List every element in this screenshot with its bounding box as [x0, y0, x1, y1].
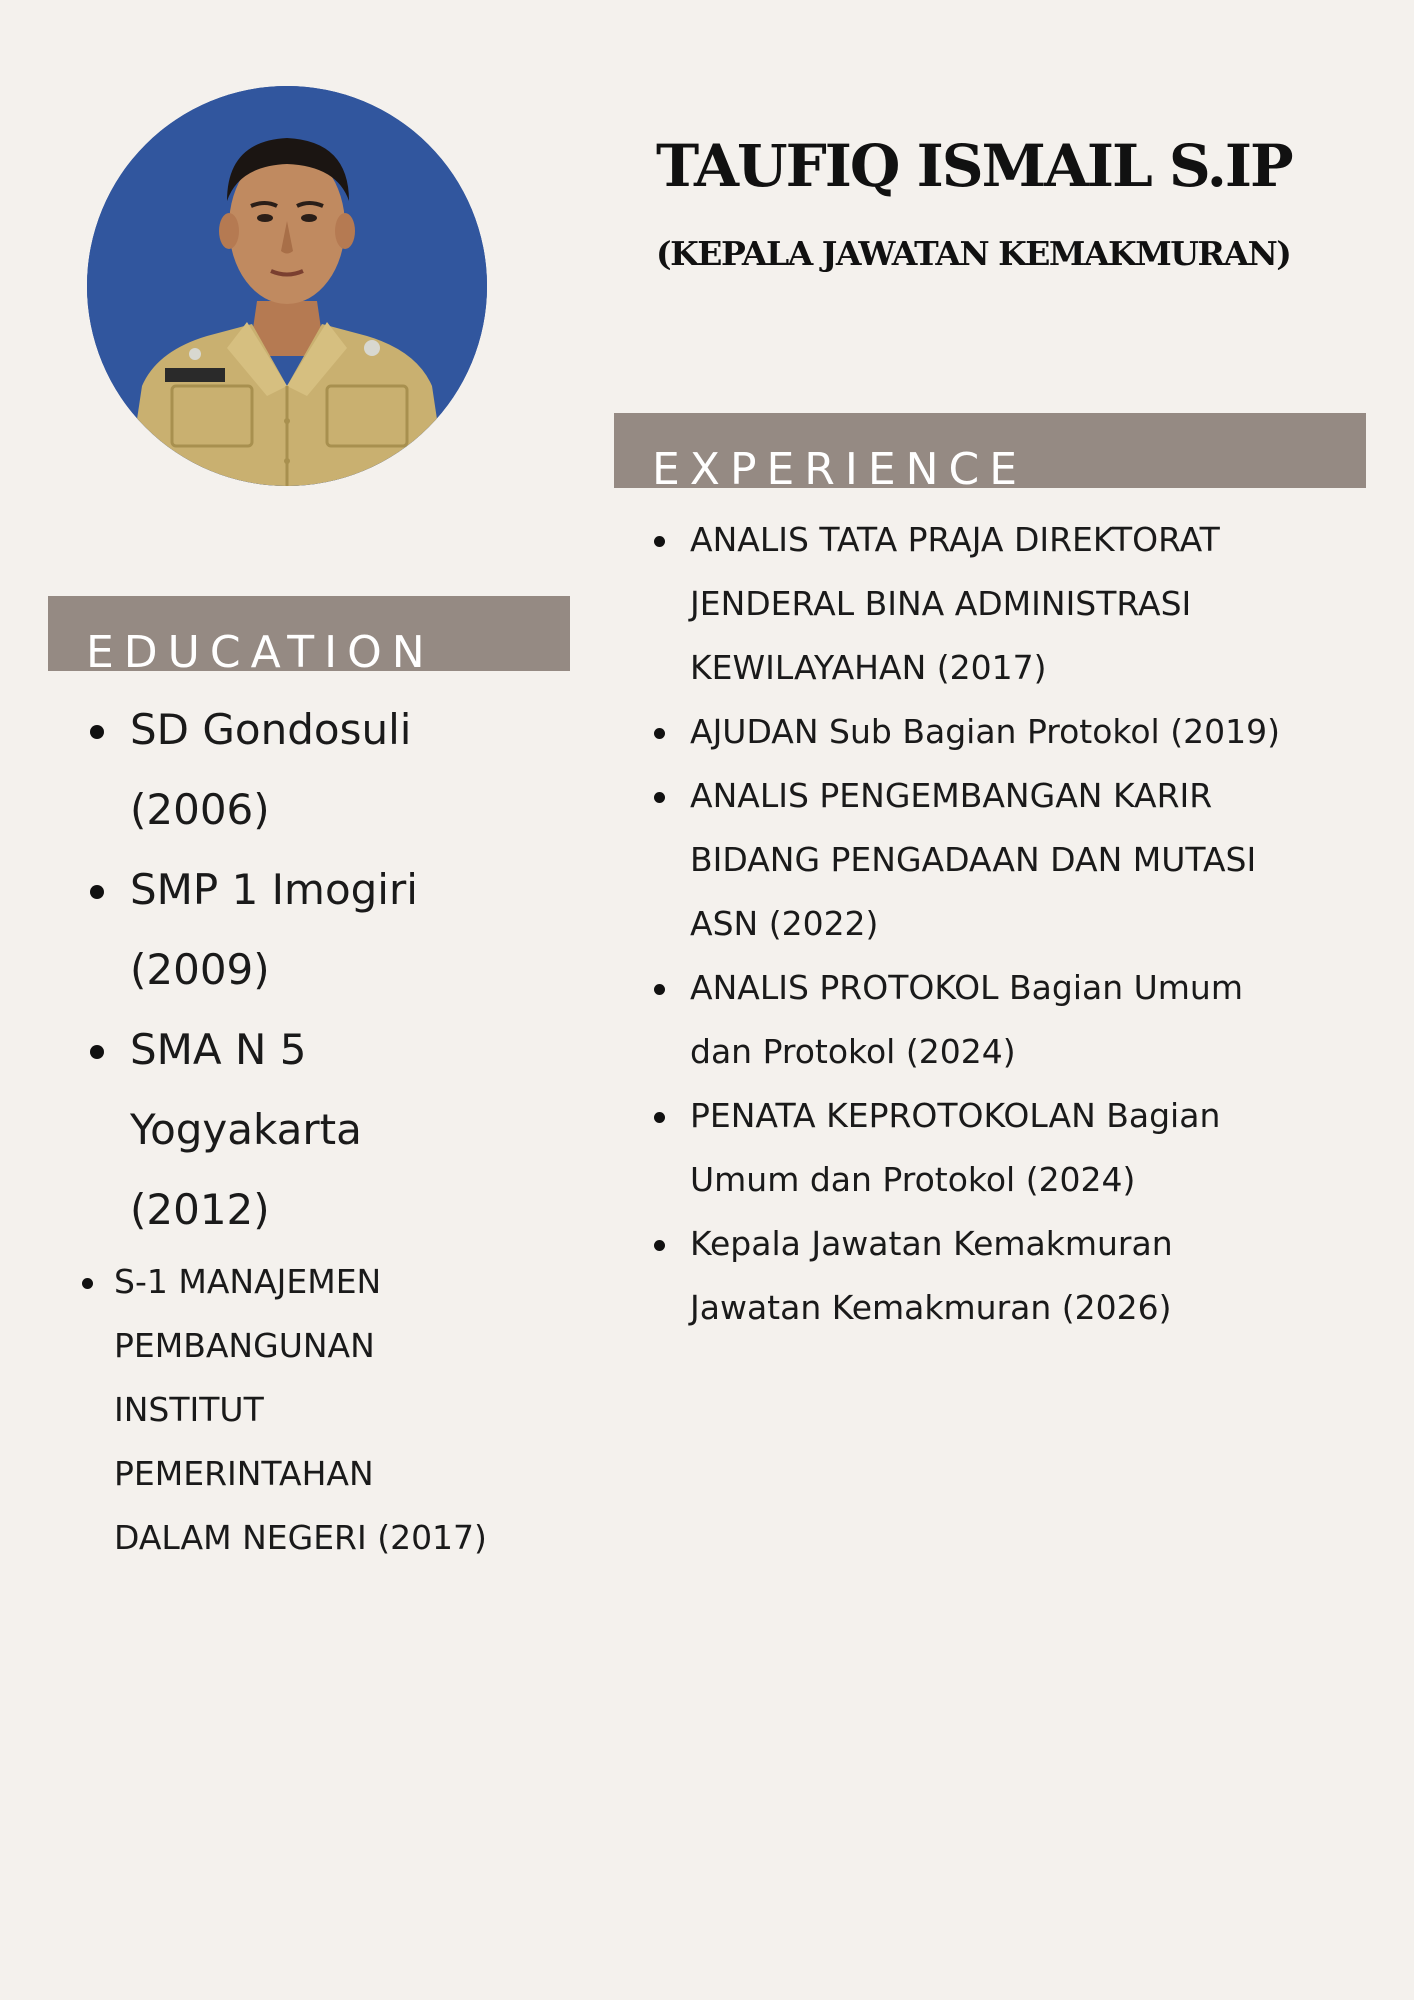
- education-header: [48, 596, 570, 678]
- experience-header: [614, 413, 1366, 495]
- experience-item: AJUDAN Sub Bagian Protokol (2019): [690, 700, 1280, 764]
- experience-item: ANALIS PROTOKOL Bagian Umum dan Protokol (2024): [690, 956, 1280, 1084]
- portrait-photo-icon: [87, 86, 487, 486]
- experience-item: ANALIS TATA PRAJA DIREKTORAT JENDERAL BINA ADMINISTRASI KEWILAYAHAN (2017): [690, 508, 1280, 700]
- person-name: TAUFIQ ISMAIL S.IP: [656, 132, 1292, 200]
- person-role: (KEPALA JAWATAN KEMAKMURAN): [656, 234, 1291, 273]
- experience-title: EXPERIENCE: [652, 444, 1028, 495]
- experience-list: [690, 508, 1280, 1340]
- education-item: SMA N 5 Yogyakarta (2012): [130, 1010, 510, 1250]
- experience-item: Kepala Jawatan Kemakmuran Jawatan Kemakmuran (2026): [690, 1212, 1280, 1340]
- experience-item: ANALIS PENGEMBANGAN KARIR BIDANG PENGADAAN DAN MUTASI ASN (2022): [690, 764, 1280, 956]
- education-item: SMP 1 Imogiri (2009): [130, 850, 510, 1010]
- education-list: [130, 690, 510, 1250]
- education-title: EDUCATION: [86, 627, 435, 678]
- profile-photo: [87, 86, 487, 486]
- education-list-secondary: [114, 1250, 494, 1570]
- education-item: SD Gondosuli (2006): [130, 690, 510, 850]
- experience-item: PENATA KEPROTOKOLAN Bagian Umum dan Protokol (2024): [690, 1084, 1280, 1212]
- education-item: S-1 MANAJEMEN PEMBANGUNAN INSTITUT PEMERINTAHAN DALAM NEGERI (2017): [114, 1250, 494, 1570]
